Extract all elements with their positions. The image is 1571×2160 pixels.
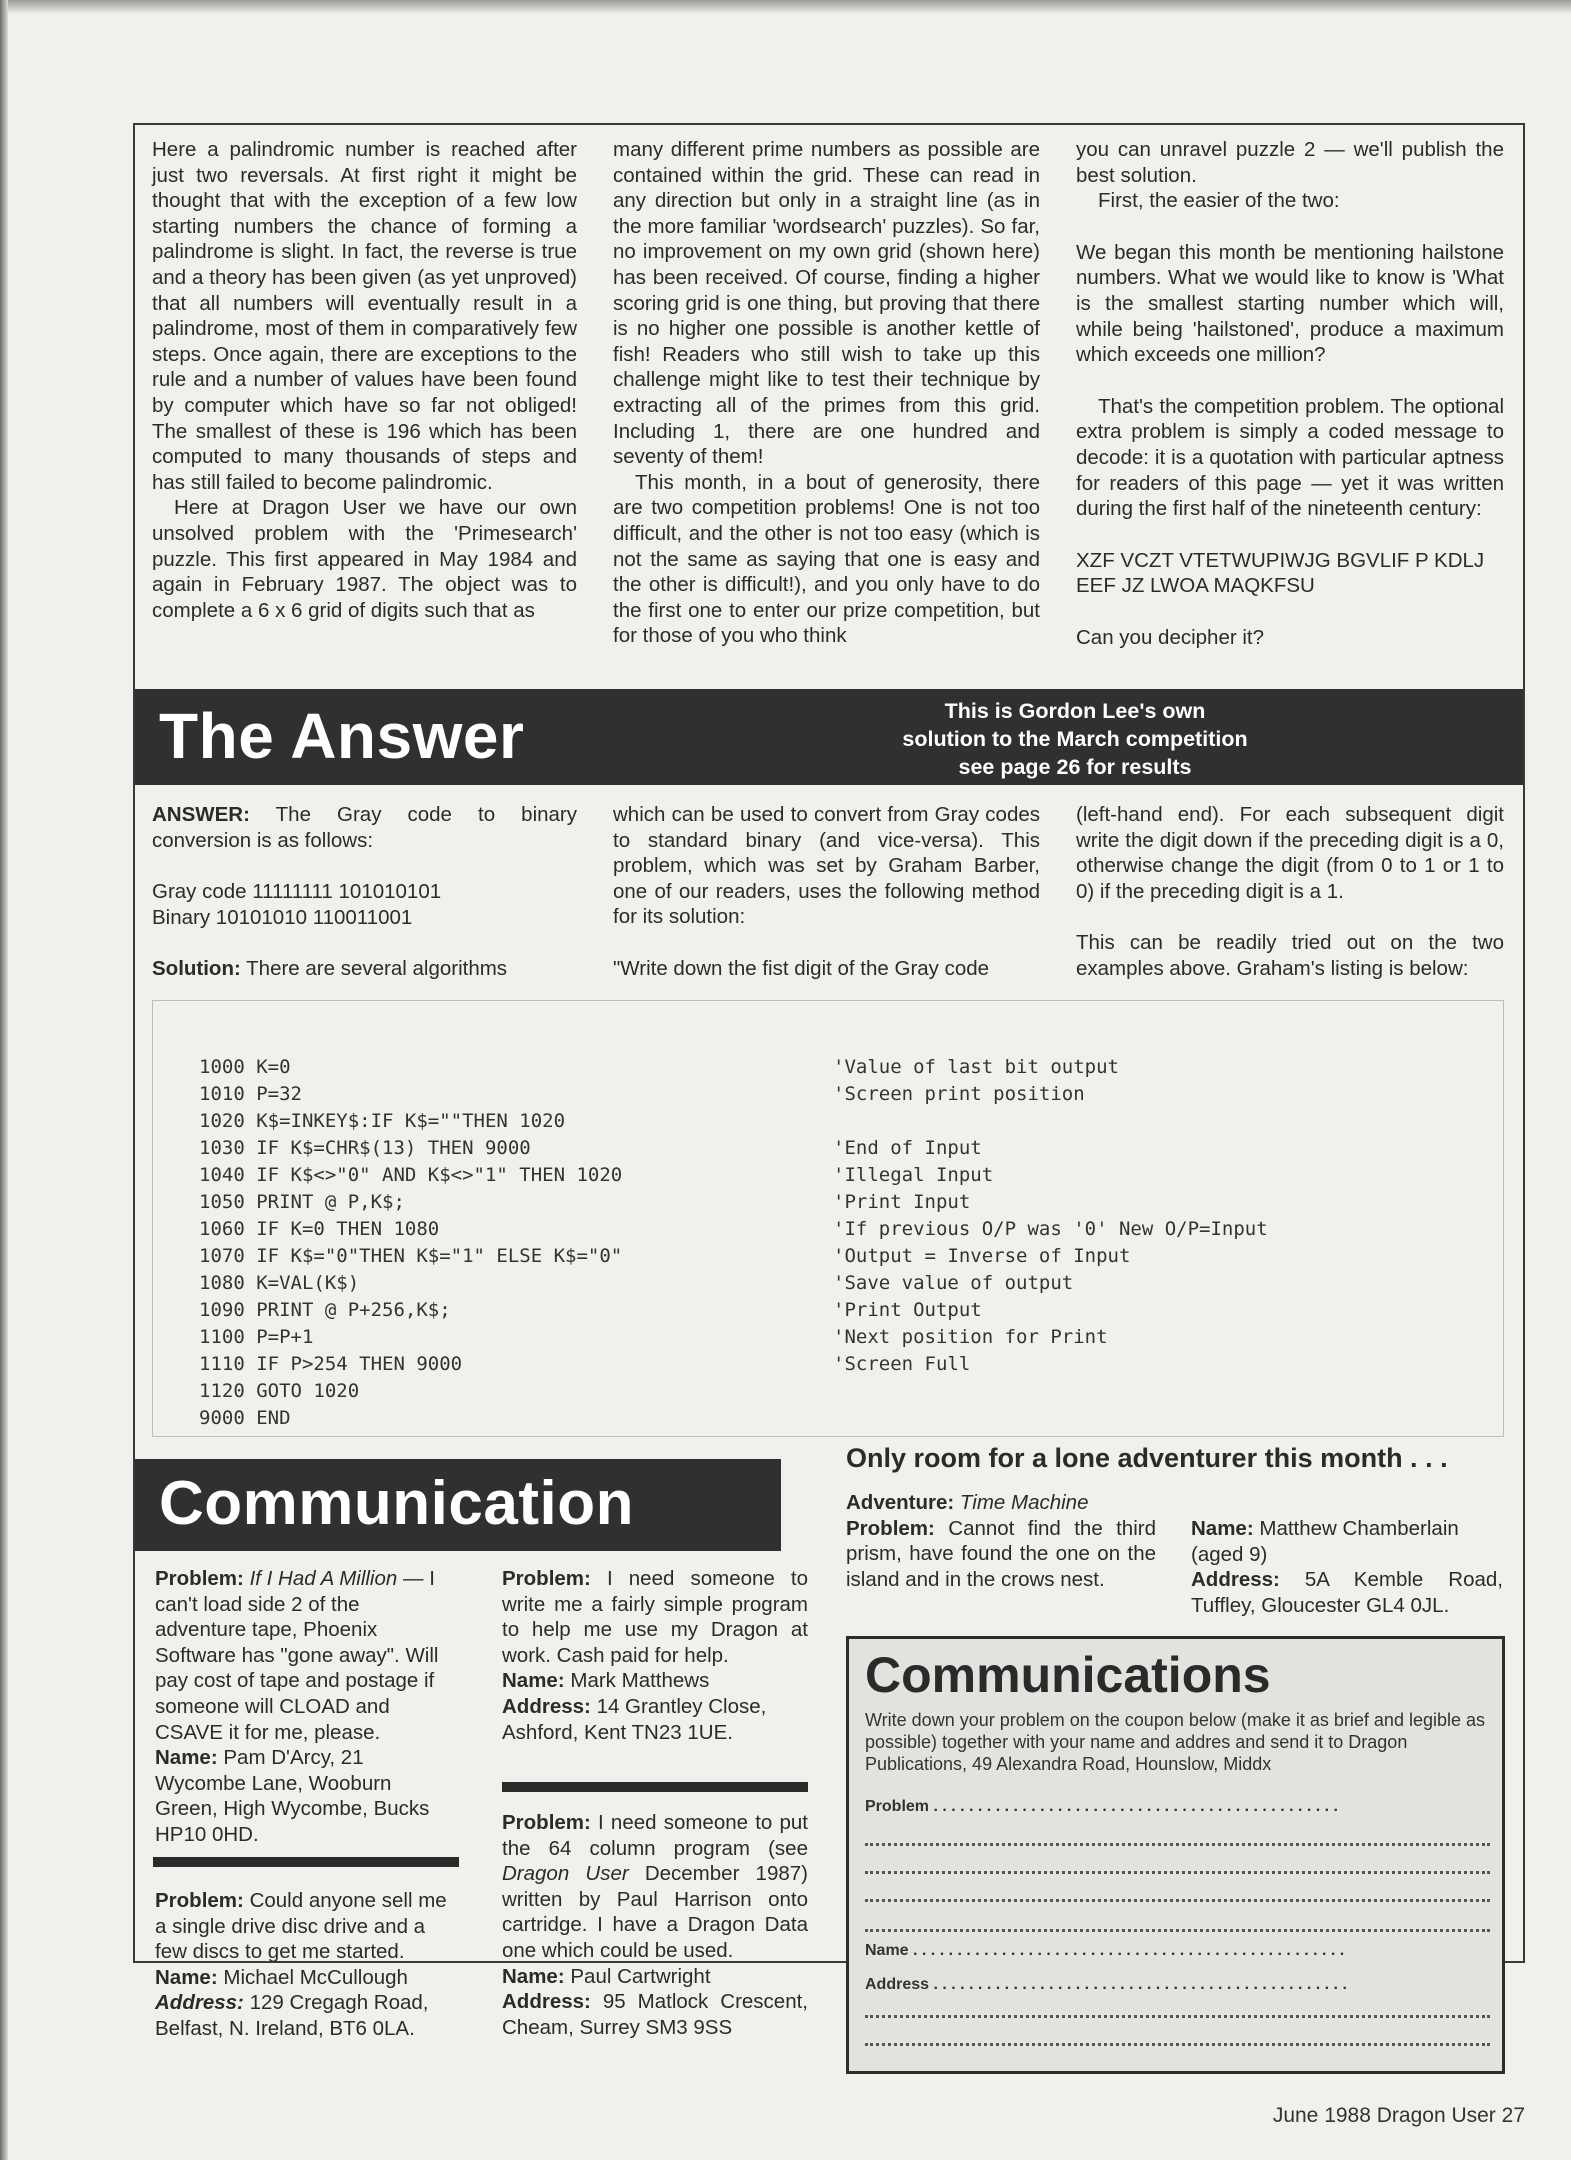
code-comment: 'End of Input — [833, 1137, 982, 1159]
article-column-2 — [613, 137, 1040, 649]
communications-coupon — [846, 1636, 1505, 2074]
answer-column-2 — [613, 802, 1040, 982]
communication-column-2b: Problem: I need someone to put the 64 column program (see Dragon User December 1987) written by Paul Harrison onto cartridge. I have a Dragon Data one which could be used. Name: Paul Cartwright Address: 95 Matlock Crescent, Cheam, Surrey SM3 9SS — [502, 1811, 808, 2039]
code-comment — [833, 1378, 1268, 1405]
code-line: 1000 K=0 — [199, 1056, 291, 1078]
page-binding-edge — [0, 0, 8, 2160]
adventurer-column-2: Name: Matthew Chamberlain (aged 9) Address: 5A Kemble Road, Tuffley, Gloucester GL4 0JL. — [1191, 1517, 1503, 1617]
contact-name: Matthew Chamberlain (aged 9) — [1191, 1517, 1459, 1566]
binary-line: Binary 10101010 110011001 — [152, 905, 413, 929]
code-line: 9000 END — [199, 1407, 291, 1429]
code-comment: 'Save value of output — [833, 1272, 1074, 1294]
code-comment: 'Next position for Print — [833, 1326, 1108, 1348]
problem-text: Could anyone sell me a single drive disc drive and a few discs to get me started. — [155, 1889, 447, 1964]
answer-paragraph: which can be used to convert from Gray codes to standard binary (and vice-versa). This problem, which was set by Graham Barber, one of our readers, uses the following method for its solution: — [613, 803, 1040, 929]
contact-address: 14 Grantley Close, Ashford, Kent TN23 1UE. — [502, 1694, 767, 1744]
communication-title: Communication — [159, 1469, 634, 1538]
code-comment: 'Value of last bit output — [833, 1056, 1119, 1078]
code-comment: 'If previous O/P was '0' New O/P=Input — [833, 1218, 1268, 1240]
article-paragraph: This month, in a bout of generosity, there are two competition problems! One is not too difficult, and the other is not too easy (which is not the same as saying that one is easy and the other is difficult!), and you only have to do the first one to enter our prize competition, but for those of you who think — [613, 470, 1040, 648]
answer-subtitle: This is Gordon Lee's own solution to the March competition see page 26 for results — [902, 699, 1248, 779]
code-line: 1010 P=32 — [199, 1083, 302, 1105]
coupon-name-label[interactable]: Name . . . . . . . . . . . . . . . . . . . . . . . . . . . . . . . . . . . . . . . . . . . . . . . . . — [865, 1942, 1345, 1959]
article-column-3 — [1076, 137, 1504, 651]
contact-name: Paul Cartwright — [570, 1964, 711, 1988]
code-line: 1040 IF K$<>"0" AND K$<>"1" THEN 1020 — [199, 1164, 623, 1186]
article-paragraph: you can unravel puzzle 2 — we'll publish the best solution. — [1076, 138, 1504, 187]
divider-rule — [502, 1782, 808, 1792]
solution-label: Solution: — [152, 957, 241, 981]
code-comment: 'Illegal Input — [833, 1164, 994, 1186]
article-paragraph: We began this month be mentioning hailstone numbers. What we would like to know is 'What is the smallest starting number which will, while being 'hailstoned', produce a maximum which exceeds one million? — [1076, 240, 1504, 367]
problem-text: Cannot find the third prism, have found the one on the island and in the crows nest. — [846, 1516, 1156, 1591]
coupon-dotted-line — [865, 1871, 1490, 1874]
answer-title: The Answer — [159, 700, 525, 772]
solution-text: There are several algorithms — [246, 957, 508, 981]
basic-listing-box — [152, 1000, 1504, 1437]
coupon-dotted-line — [865, 1929, 1490, 1932]
communication-column-1: Problem: If I Had A Million — I can't load side 2 of the adventure tape, Phoenix Software has "gone away". Will pay cost of tape and postage if someone will CLOAD and CSAVE it for me, please. Name: Pam D'Arcy, 21 Wycombe Lane, Wooburn Green, High Wycombe, Bucks HP10 0HD. — [155, 1567, 439, 1846]
article-paragraph: Here at Dragon User we have our own unsolved problem with the 'Primesearch' puzzle. This first appeared in May 1984 and again in February 1987. The object was to complete a 6 x 6 grid of digits such that as — [152, 496, 577, 622]
listing-lines — [199, 1027, 622, 1486]
code-line: 1100 P=P+1 — [199, 1326, 314, 1348]
contact-name: Pam D'Arcy, 21 Wycombe Lane, Wooburn Green, High Wycombe, Bucks HP10 0HD. — [155, 1746, 430, 1846]
coupon-address-label[interactable]: Address . . . . . . . . . . . . . . . . . . . . . . . . . . . . . . . . . . . . . . . . . . . . . . . — [865, 1976, 1347, 1993]
code-line: 1070 IF K$="0"THEN K$="1" ELSE K$="0" — [199, 1245, 623, 1267]
code-comment: 'Print Input — [833, 1191, 971, 1213]
divider-rule — [153, 1857, 459, 1867]
article-paragraph: Here a palindromic number is reached after just two reversals. At first right it might be thought that with the exception of a few low starting numbers the chance of forming a palindrome is slight. In fact, the reverse is true and a theory has been given (as yet unproved) that all numbers will eventually result in a palindrome, most of them in comparatively few steps. Once again, there are exceptions to the rule and a number of values have been found by computer which have so far not obliged! The smallest of these is 196 which has been computed to many thousands of steps and has still failed to become palindromic. — [152, 138, 577, 494]
adventurer-heading: Only room for a lone adventurer this month . . . — [846, 1443, 1448, 1473]
coupon-dotted-line — [865, 2015, 1490, 2018]
contact-address: 5A Kemble Road, Tuffley, Gloucester GL4 0JL. — [1191, 1568, 1503, 1617]
cipher-question: Can you decipher it? — [1076, 625, 1265, 649]
code-line: 1060 IF K=0 THEN 1080 — [199, 1218, 440, 1240]
listing-comments — [833, 1027, 1268, 1486]
article-paragraph: That's the competition problem. The optional extra problem is simply a coded message to decode: it is a quotation with particular aptness for readers of this page — yet it was written during the first half of the nineteenth century: — [1076, 394, 1504, 521]
coupon-dotted-line — [865, 1843, 1490, 1846]
code-line: 1110 IF P>254 THEN 9000 — [199, 1353, 463, 1375]
article-paragraph: First, the easier of the two: — [1098, 189, 1340, 213]
coupon-problem-label[interactable]: Problem . . . . . . . . . . . . . . . . . . . . . . . . . . . . . . . . . . . . . . . . . . . . . . — [865, 1798, 1338, 1815]
communication-header-bar — [135, 1459, 781, 1551]
answer-intro: The Gray code to binary conversion is as follows: — [152, 803, 578, 852]
answer-column-3 — [1076, 802, 1504, 982]
problem-game-title: If I Had A Million — [249, 1567, 398, 1590]
coupon-dotted-line — [865, 1899, 1490, 1902]
code-line: 1090 PRINT @ P+256,K$; — [199, 1299, 451, 1321]
article-paragraph: many different prime numbers as possible are contained within the grid. These can read in any direction but only in a straight line (as in the more familiar 'wordsearch' puzzles). So far, no improvement on my own grid (shown here) has been received. Of course, finding a higher scoring grid is one thing, but proving that there is no higher one possible is another kettle of fish! Readers who still wish to take up this challenge might like to test their technique by extracting all of the primes from this grid. Including 1, there are one hundred and seventy of them! — [613, 138, 1040, 469]
adventure-title: Time Machine — [959, 1491, 1089, 1514]
problem-text: — I can't load side 2 of the adventure tape, Phoenix Software has "gone away". Will pay cost of tape and postage if someone will CLOAD and CSAVE it for me, please. — [155, 1567, 439, 1744]
answer-label: ANSWER: — [152, 803, 250, 826]
code-comment — [833, 1405, 1268, 1432]
article-column-1 — [152, 137, 577, 623]
answer-column-1 — [152, 802, 577, 982]
contact-name: Mark Matthews — [570, 1669, 710, 1693]
answer-paragraph: "Write down the fist digit of the Gray code — [613, 956, 990, 980]
page-footer: June 1988 Dragon User 27 — [1272, 2104, 1525, 2127]
code-comment: 'Print Output — [833, 1299, 982, 1321]
answer-paragraph: (left-hand end). For each subsequent digit write the digit down if the preceding digit is a 0, otherwise change the digit (from 0 to 1 or 1 to 0) if the preceding digit is a 1. — [1076, 803, 1504, 903]
code-line: 1030 IF K$=CHR$(13) THEN 9000 — [199, 1137, 531, 1159]
code-line: 1120 GOTO 1020 — [199, 1380, 360, 1402]
adventurer-column-1: Adventure: Time Machine Problem: Cannot find the third prism, have found the one on the island and in the crows nest. — [846, 1491, 1156, 1591]
contact-address: 129 Cregagh Road, Belfast, N. Ireland, BT6 0LA. — [155, 1991, 429, 2040]
communication-column-1b: Problem: Could anyone sell me a single drive disc drive and a few discs to get me started. Name: Michael McCullough Address: 129 Cregagh Road, Belfast, N. Ireland, BT6 0LA. — [155, 1889, 447, 2040]
contact-name: Michael McCullough — [223, 1965, 408, 1989]
coupon-dotted-line — [865, 2043, 1490, 2046]
code-comment: 'Screen Full — [833, 1353, 971, 1375]
coupon-instructions: Write down your problem on the coupon below (make it as brief and legible as possible) together with your name and addres and send it to Dragon Publications, 49 Alexandra Road, Hounslow, Middx — [865, 1710, 1486, 1774]
contact-address: 95 Matlock Crescent, Cheam, Surrey SM3 9SS — [502, 1990, 808, 2039]
code-line: 1080 K=VAL(K$) — [199, 1272, 360, 1294]
page-top-shadow — [0, 0, 1571, 14]
code-line: 1020 K$=INKEY$:IF K$=""THEN 1020 — [199, 1110, 566, 1132]
code-line: 1050 PRINT @ P,K$; — [199, 1191, 405, 1213]
code-comment — [833, 1108, 1268, 1135]
cipher-text: XZF VCZT VTETWUPIWJG BGVLIF P KDLJ EEF JZ LWOA MAQKFSU — [1076, 548, 1485, 598]
problem-text: I need someone to write me a fairly simple program to help me use my Dragon at work. Cash paid for help. — [502, 1567, 808, 1667]
answer-header-bar — [135, 689, 1523, 785]
code-comment: 'Screen print position — [833, 1083, 1085, 1105]
answer-paragraph: This can be readily tried out on the two examples above. Graham's listing is below: — [1076, 931, 1504, 980]
coupon-title: Communications — [865, 1647, 1271, 1703]
communication-column-2: Problem: I need someone to write me a fairly simple program to help me use my Dragon at work. Cash paid for help. Name: Mark Matthews Address: 14 Grantley Close, Ashford, Kent TN23 1UE. — [502, 1567, 808, 1744]
gray-code-line: Gray code 11111111 101010101 — [152, 880, 442, 904]
code-comment: 'Output = Inverse of Input — [833, 1245, 1131, 1267]
